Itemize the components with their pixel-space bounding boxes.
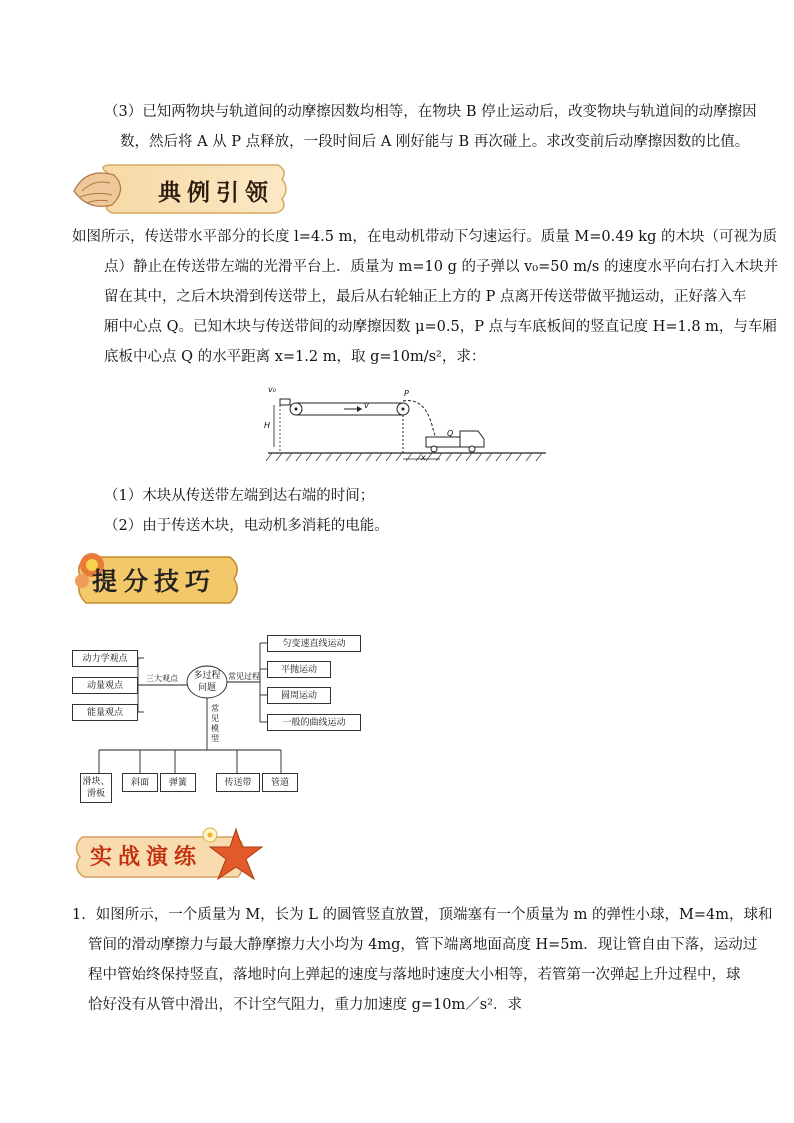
example-question-1: （1）木块从传送带左端到达右端的时间； [104, 488, 375, 504]
mindmap-bottom-label: 常见模型 [211, 704, 219, 743]
example-line5: 底板中心点 Q 的水平距离 x=1.2 m，取 g=10m/s²，求： [104, 349, 486, 365]
problem1-line4: 恰好没有从管中滑出，不计空气阻力，重力加速度 g=10m／s²．求 [88, 997, 522, 1013]
banner-practice [68, 823, 268, 885]
banner-example [68, 163, 290, 215]
example-line1: 如图所示，传送带水平部分的长度 l=4.5 m，在电动机带动下匀速运行。质量 M=0.49 kg 的木块（可视为质 [72, 229, 777, 245]
label-Q: Q [447, 429, 454, 438]
conveyor-figure [264, 385, 550, 467]
mindmap-bottom-item: 弹簧 [160, 773, 196, 792]
example-line3: 留在其中，之后木块滑到传送带上，最后从右轮轴正上方的 P 点离开传送带做平抛运动，正好落入车 [104, 289, 747, 305]
mindmap-bottom-item: 管道 [262, 773, 298, 792]
mindmap-right-item: 匀变速直线运动 [267, 635, 361, 652]
mindmap-right-item: 平抛运动 [267, 661, 331, 678]
mindmap-right-item: 一般的曲线运动 [267, 714, 361, 731]
section3-line1: （3）已知两物块与轨道间的动摩擦因数均相等，在物块 B 停止运动后，改变物块与轨道间的动摩擦因 [104, 104, 757, 120]
mindmap-right-label: 常见过程 [228, 672, 260, 681]
banner-tips [68, 547, 248, 613]
mindmap-right-item: 圆周运动 [267, 687, 331, 704]
mindmap-bottom-item: 传送带 [216, 773, 260, 792]
seashell-icon [74, 173, 121, 206]
banner-example-title: 典例引领 [158, 180, 274, 206]
label-v0: v₀ [268, 385, 276, 394]
problem1-line1: 1．如图所示，一个质量为 M，长为 L 的圆管竖直放置，顶端塞有一个质量为 m 的弹性小球，M=4m，球和 [72, 907, 773, 923]
flower-icon [203, 828, 217, 842]
problem1-line3: 程中管始终保持竖直，落地时向上弹起的速度与落地时速度大小相等，若管第一次弹起上升过程中，球 [88, 967, 741, 983]
label-v: v [364, 401, 369, 410]
mindmap-left-label: 三大观点 [146, 674, 178, 683]
example-line4: 厢中心点 Q。已知木块与传送带间的动摩擦因数 μ=0.5，P 点与车底板间的竖直记度 H=1.8 m，与车厢 [104, 319, 777, 335]
mindmap-left-item: 能量观点 [72, 704, 138, 721]
label-H: H [264, 421, 271, 430]
mindmap-left-item: 动量观点 [72, 677, 138, 694]
mindmap-bottom-item: 滑块、滑板 [80, 773, 112, 803]
example-question-2: （2）由于传送木块，电动机多消耗的电能。 [104, 518, 389, 534]
problem1-line2: 管间的滑动摩擦力与最大静摩擦力大小均为 4mg，管下端离地面高度 H=5m．现让管自由下落，运动过 [88, 937, 758, 953]
banner-practice-title: 实战演练 [90, 845, 203, 870]
mindmap-center: 多过程问题 [193, 671, 221, 693]
example-line2: 点）静止在传送带左端的光滑平台上．质量为 m=10 g 的子弹以 v₀=50 m/s 的速度水平向右打入木块并 [104, 259, 778, 275]
mindmap [72, 630, 372, 805]
banner-tips-title: 提分技巧 [92, 567, 217, 596]
mindmap-left-item: 动力学观点 [72, 650, 138, 667]
section3-line2: 数，然后将 A 从 P 点释放，一段时间后 A 刚好能与 B 再次碰上。求改变前后动摩擦因数的比值。 [120, 134, 750, 150]
label-P: P [404, 389, 409, 398]
mindmap-bottom-item: 斜面 [122, 773, 158, 792]
label-x: x [421, 453, 426, 462]
